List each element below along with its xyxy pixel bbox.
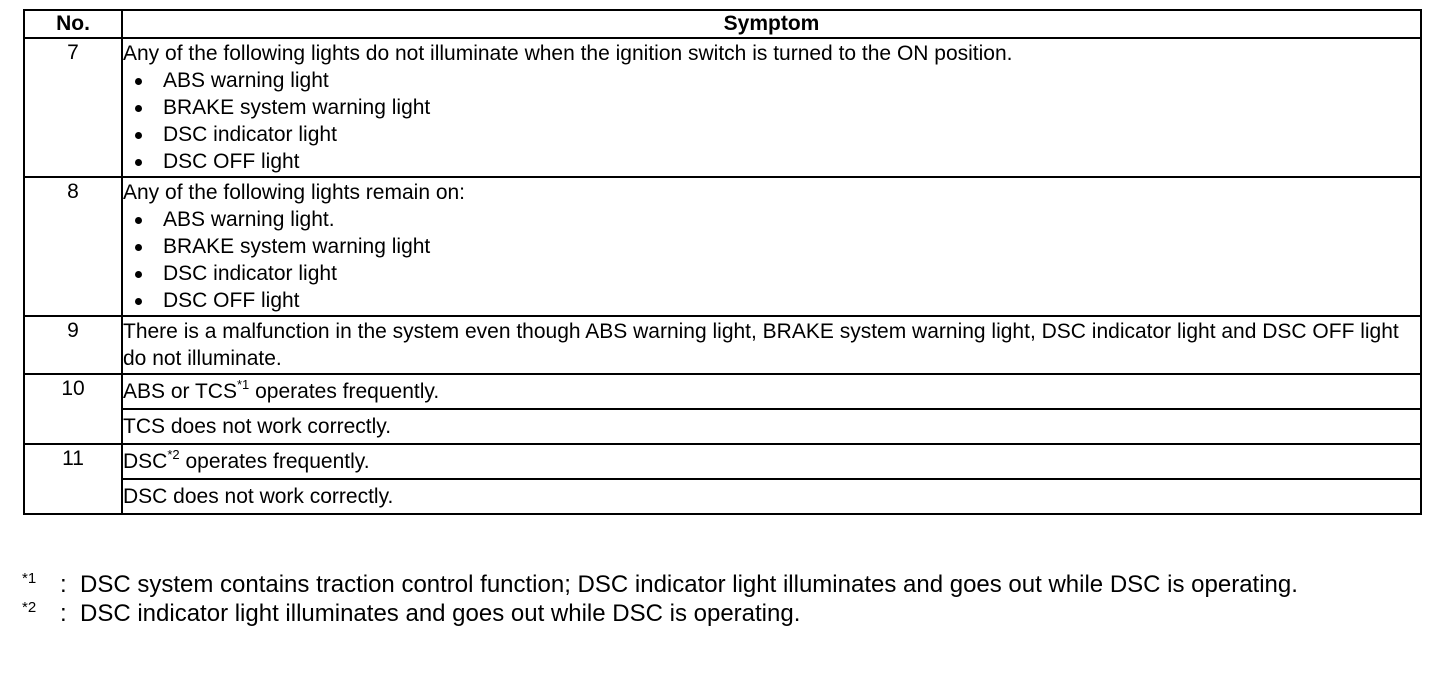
- footnote-colon: :: [60, 571, 67, 598]
- header-symptom: Symptom: [122, 10, 1421, 38]
- footnote: [22, 570, 1442, 599]
- footnote-text: DSC system contains traction control function; DSC indicator light illuminates and goes out while DSC is operating.: [80, 571, 1298, 598]
- bullet-icon: [135, 78, 142, 85]
- list-item-text: DSC OFF light: [163, 150, 300, 173]
- table-row: [24, 38, 1421, 177]
- row-number: 11: [24, 444, 122, 514]
- list-item-text: DSC OFF light: [163, 289, 300, 312]
- footnote-mark: *1: [22, 570, 37, 587]
- footnote-text: DSC indicator light illuminates and goes out while DSC is operating.: [80, 600, 801, 627]
- table-row: [24, 316, 1421, 374]
- bullet-icon: [135, 217, 142, 224]
- footnote: [22, 599, 1442, 628]
- table-row: [24, 409, 1421, 444]
- footnotes: [22, 570, 1442, 628]
- bullet-icon: [135, 271, 142, 278]
- list-item: [123, 67, 1420, 94]
- list-item: [123, 121, 1420, 148]
- header-no: No.: [24, 10, 122, 38]
- list-item-text: BRAKE system warning light: [163, 235, 431, 258]
- list-item-text: DSC indicator light: [163, 123, 337, 146]
- bullet-icon: [135, 132, 142, 139]
- list-item: [123, 94, 1420, 121]
- symptom-cell: [122, 374, 1421, 409]
- symptom-cell: [122, 38, 1421, 177]
- symptom-cell: [122, 177, 1421, 316]
- list-item: [123, 148, 1420, 175]
- footnote-ref: *1: [236, 377, 250, 392]
- table-row: [24, 177, 1421, 316]
- row-number: 7: [24, 38, 122, 177]
- table-row: [24, 444, 1421, 479]
- table-row: [24, 479, 1421, 514]
- symptom-intro: Any of the following lights remain on:: [123, 181, 466, 204]
- list-item-text: DSC indicator light: [163, 262, 337, 285]
- list-item-text: BRAKE system warning light: [163, 96, 431, 119]
- bullet-icon: [135, 298, 142, 305]
- symptom-text: DSC: [123, 450, 168, 473]
- symptom-cell: There is a malfunction in the system even though ABS warning light, BRAKE system warning light, DSC indicator light and DSC OFF light do not illuminate.: [122, 316, 1421, 374]
- row-number: 8: [24, 177, 122, 316]
- row-number: 10: [24, 374, 122, 444]
- list-item-text: ABS warning light: [163, 69, 329, 92]
- bullet-list: [123, 206, 1420, 314]
- list-item: [123, 206, 1420, 233]
- symptom-text: operates frequently.: [249, 380, 440, 403]
- footnote-colon: :: [60, 600, 67, 627]
- bullet-list: [123, 67, 1420, 175]
- bullet-icon: [135, 105, 142, 112]
- bullet-icon: [135, 159, 142, 166]
- list-item-text: ABS warning light.: [163, 208, 335, 231]
- symptom-text: operates frequently.: [179, 450, 370, 473]
- symptom-cell: [122, 444, 1421, 479]
- list-item: [123, 260, 1420, 287]
- symptom-cell: DSC does not work correctly.: [122, 479, 1421, 514]
- list-item: [123, 287, 1420, 314]
- bullet-icon: [135, 244, 142, 251]
- footnote-ref: *2: [167, 447, 180, 462]
- list-item: [123, 233, 1420, 260]
- row-number: 9: [24, 316, 122, 374]
- symptom-table: [23, 9, 1422, 515]
- symptom-intro: Any of the following lights do not illuminate when the ignition switch is turned to the ON position.: [123, 42, 1013, 65]
- symptom-text: ABS or TCS: [123, 380, 237, 403]
- table-header-row: [24, 10, 1421, 38]
- symptom-cell: TCS does not work correctly.: [122, 409, 1421, 444]
- footnote-mark: *2: [22, 599, 37, 616]
- table-row: [24, 374, 1421, 409]
